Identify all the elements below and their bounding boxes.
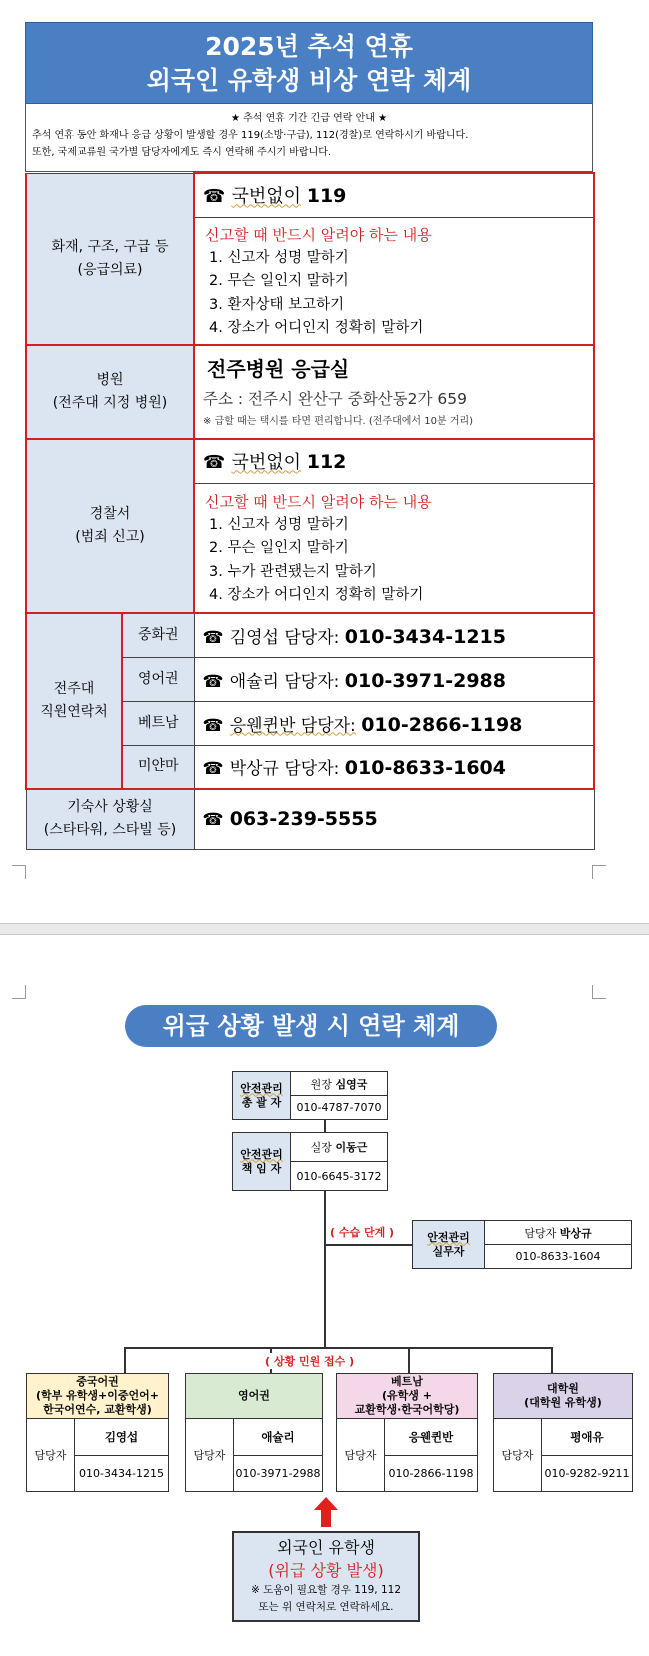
fire-item: 2. 무슨 일인지 말하기: [209, 273, 349, 290]
staff-phone: 010-3434-1215: [344, 625, 506, 648]
manager-role-line: 안전관리: [240, 1147, 283, 1161]
officer-phone: 010-8633-1604: [515, 1250, 601, 1263]
dept-header-line: 교환학생·한국어학당): [354, 1403, 460, 1416]
dept-header-line: (유학생 +: [382, 1389, 432, 1402]
fire-instructions: [194, 217, 594, 345]
manager-phone: 010-6645-3172: [296, 1169, 382, 1183]
corner-mark: [592, 865, 606, 879]
fire-phone-number: 119: [306, 185, 347, 208]
manager-role-line: 책 임 자: [241, 1161, 282, 1175]
hospital-name: 전주병원 응급실: [207, 357, 350, 381]
complaint-label: ( 상황 민원 접수 ): [262, 1353, 357, 1369]
chief-role-line: 총 괄 자: [241, 1095, 282, 1109]
police-label-sub: (범죄 신고): [75, 529, 145, 545]
police-label: [26, 439, 194, 613]
dept-person-name: 응웬퀸반: [385, 1419, 477, 1456]
staff-label-sub: 직원연락처: [40, 704, 108, 720]
dept-english: [185, 1373, 323, 1492]
dept-person-label: 담당자: [27, 1419, 75, 1491]
title-banner: [25, 22, 593, 104]
dorm-phone: 063-239-5555: [229, 808, 378, 831]
officer-role: [413, 1221, 485, 1268]
manager-box: [232, 1132, 388, 1191]
chart-title: 위급 상황 발생 시 연락 체계: [125, 1005, 497, 1047]
chief-role-line: 안전관리: [240, 1081, 283, 1095]
dept-header-line: 영어권: [238, 1389, 270, 1402]
staff-person: 박상규 담당자:: [229, 759, 340, 780]
hospital-label-sub: (전주대 지정 병원): [52, 395, 168, 411]
dept-header-line: (대학원 유학생): [524, 1396, 602, 1409]
phone-icon: ☎: [203, 186, 226, 208]
arrow-up-icon: [314, 1497, 338, 1527]
page-break: [0, 923, 649, 935]
staff-contact: [194, 657, 594, 701]
chief-role: [233, 1072, 291, 1119]
dept-header: [337, 1374, 477, 1419]
corner-mark: [592, 985, 606, 999]
phone-icon: ☎: [203, 452, 226, 474]
dept-phone: 010-2866-1198: [388, 1466, 474, 1480]
fire-phone-prefix: 국번없이: [231, 186, 301, 208]
phone-icon: ☎: [202, 759, 224, 780]
police-phone: [194, 439, 594, 483]
fire-label-main: 화재, 구조, 구급 등: [51, 238, 169, 255]
banner-line2: 외국인 유학생 비상 연락 체계: [146, 66, 472, 95]
dept-person-label: 담당자: [186, 1419, 234, 1491]
student-note: ※ 도움이 필요할 경우 119, 112: [250, 1584, 402, 1596]
hospital-info: [194, 345, 594, 439]
staff-contact: [194, 745, 594, 789]
phone-icon: ☎: [202, 715, 224, 736]
dept-phone: 010-3971-2988: [235, 1466, 321, 1480]
officer-box: [412, 1220, 632, 1269]
officer-role-line: 안전관리: [427, 1230, 470, 1244]
student-note: 또는 위 연락처로 연락하세요.: [258, 1601, 394, 1613]
fire-report-title: 신고할 때 반드시 알려야 하는 내용: [205, 225, 432, 244]
police-item: 3. 누가 관련됐는지 말하기: [209, 563, 377, 580]
dept-person-name: 평애유: [542, 1419, 632, 1456]
staff-phone: 010-8633-1604: [344, 757, 506, 780]
fire-row: [26, 173, 594, 217]
dept-header-line: 대학원: [547, 1382, 579, 1395]
staff-region: 베트남: [122, 701, 194, 745]
phone-icon: ☎: [202, 671, 224, 692]
staff-label: [26, 613, 122, 789]
dorm-label-main: 기숙사 상황실: [67, 799, 153, 816]
dept-phone: 010-9282-9211: [544, 1466, 630, 1480]
officer-role-line: 실무자: [432, 1244, 465, 1258]
staff-person: 응웬퀸반 담당자:: [229, 715, 356, 736]
staff-row: [26, 613, 594, 657]
staff-label-main: 전주대: [53, 681, 95, 697]
dept-person-label: 담당자: [494, 1419, 542, 1491]
manager-role: [233, 1133, 291, 1190]
dept-header-line: 중국어권: [76, 1375, 119, 1388]
police-item: 1. 신고자 성명 말하기: [209, 516, 349, 533]
dept-header-line: (학부 유학생+이중언어+: [36, 1389, 159, 1402]
police-instructions: [194, 483, 594, 613]
police-label-main: 경찰서: [89, 506, 131, 522]
chief-phone: 010-4787-7070: [296, 1101, 382, 1114]
hospital-row: [26, 345, 594, 439]
manager-title: 실장: [310, 1141, 332, 1154]
branch-drop: [408, 1347, 410, 1373]
manager-name: 이동근: [335, 1141, 368, 1154]
staff-region: 영어권: [122, 657, 194, 701]
police-phone-number: 112: [306, 451, 347, 474]
dept-person-name: 김영섭: [75, 1419, 168, 1456]
dept-header-line: 베트남: [391, 1375, 423, 1388]
police-item: 2. 무슨 일인지 말하기: [209, 540, 349, 557]
dorm-label-sub: (스타타워, 스타빌 등): [43, 822, 177, 839]
staff-person: 애슐리 담당자:: [229, 671, 340, 692]
student-status: (위급 상황 발생): [268, 1561, 384, 1580]
banner-line1: 2025년 추석 연휴: [205, 32, 413, 61]
officer-name-cell: [485, 1221, 631, 1245]
connector-line: [324, 1120, 326, 1132]
staff-phone: 010-3971-2988: [344, 669, 506, 692]
fire-label-sub: (응급의료): [77, 261, 143, 278]
fire-item: 1. 신고자 성명 말하기: [209, 249, 349, 266]
officer-name: 박상규: [559, 1226, 592, 1240]
dept-header: [186, 1374, 322, 1419]
dept-person-label: 담당자: [337, 1419, 385, 1491]
chief-name-cell: [291, 1072, 387, 1096]
stage-label: ( 수습 단계 ): [330, 1226, 395, 1239]
notice-line1: 추석 연휴 동안 화재나 응급 상황이 발생할 경우 119(소방·구급), 112(경찰)로 연락하시기 바랍니다.: [32, 130, 469, 141]
branch-drop: [551, 1347, 553, 1373]
dorm-row: [26, 789, 594, 849]
contact-sheet: [25, 22, 593, 850]
hospital-label-main: 병원: [96, 372, 124, 388]
connector-line: [325, 1244, 412, 1246]
chief-name: 심영국: [335, 1077, 368, 1091]
officer-title: 담당자: [524, 1226, 557, 1240]
hospital-label: [26, 345, 194, 439]
hospital-address: 주소 : 전주시 완산구 중화산동2가 659: [203, 390, 467, 408]
branch-drop: [124, 1347, 126, 1373]
dorm-label: [26, 789, 194, 849]
fire-phone: [194, 173, 594, 217]
staff-phone: 010-2866-1198: [361, 713, 523, 736]
notice-heading: ★ 추석 연휴 기간 긴급 연락 안내 ★: [230, 113, 388, 124]
staff-contact: [194, 613, 594, 657]
staff-contact: [194, 701, 594, 745]
manager-name-cell: [291, 1133, 387, 1162]
notice-line2: 또한, 국제교류원 국가별 담당자에게도 즉시 연락해 주시기 바랍니다.: [32, 147, 332, 158]
corner-mark: [12, 985, 26, 999]
notice-box: [25, 104, 593, 172]
chief-title: 원장: [310, 1077, 332, 1091]
dept-person-name: 애슐리: [234, 1419, 322, 1456]
student-box: [232, 1531, 420, 1622]
police-phone-prefix: 국번없이: [231, 452, 301, 474]
dept-header-line: 한국어연수, 교환학생): [43, 1403, 152, 1416]
hospital-note: ※ 급할 때는 택시를 타면 편리합니다. (전주대에서 10분 거리): [203, 416, 474, 427]
staff-region: 중화권: [122, 613, 194, 657]
branch-line: [124, 1347, 552, 1349]
police-row: [26, 439, 594, 483]
staff-region: 미얀마: [122, 745, 194, 789]
student-title: 외국인 유학생: [277, 1538, 375, 1557]
chief-box: [232, 1071, 388, 1120]
phone-icon: ☎: [202, 627, 224, 648]
dept-header: [27, 1374, 168, 1419]
fire-label: [26, 173, 194, 345]
dept-header: [494, 1374, 632, 1419]
contact-table: [25, 172, 595, 850]
dept-chinese: [26, 1373, 169, 1492]
dept-vietnam: [336, 1373, 478, 1492]
police-item: 4. 장소가 어디인지 정확히 말하기: [209, 587, 424, 604]
fire-item: 4. 장소가 어디인지 정확히 말하기: [209, 320, 424, 337]
dorm-contact: [194, 789, 594, 849]
dept-phone: 010-3434-1215: [79, 1466, 164, 1480]
fire-item: 3. 환자상태 보고하기: [209, 296, 345, 313]
staff-person: 김영섭 담당자:: [229, 627, 340, 648]
corner-mark: [12, 865, 26, 879]
police-report-title: 신고할 때 반드시 알려야 하는 내용: [205, 492, 432, 511]
dept-graduate: [493, 1373, 633, 1492]
trunk-line: [324, 1191, 326, 1347]
phone-icon: ☎: [202, 810, 224, 831]
